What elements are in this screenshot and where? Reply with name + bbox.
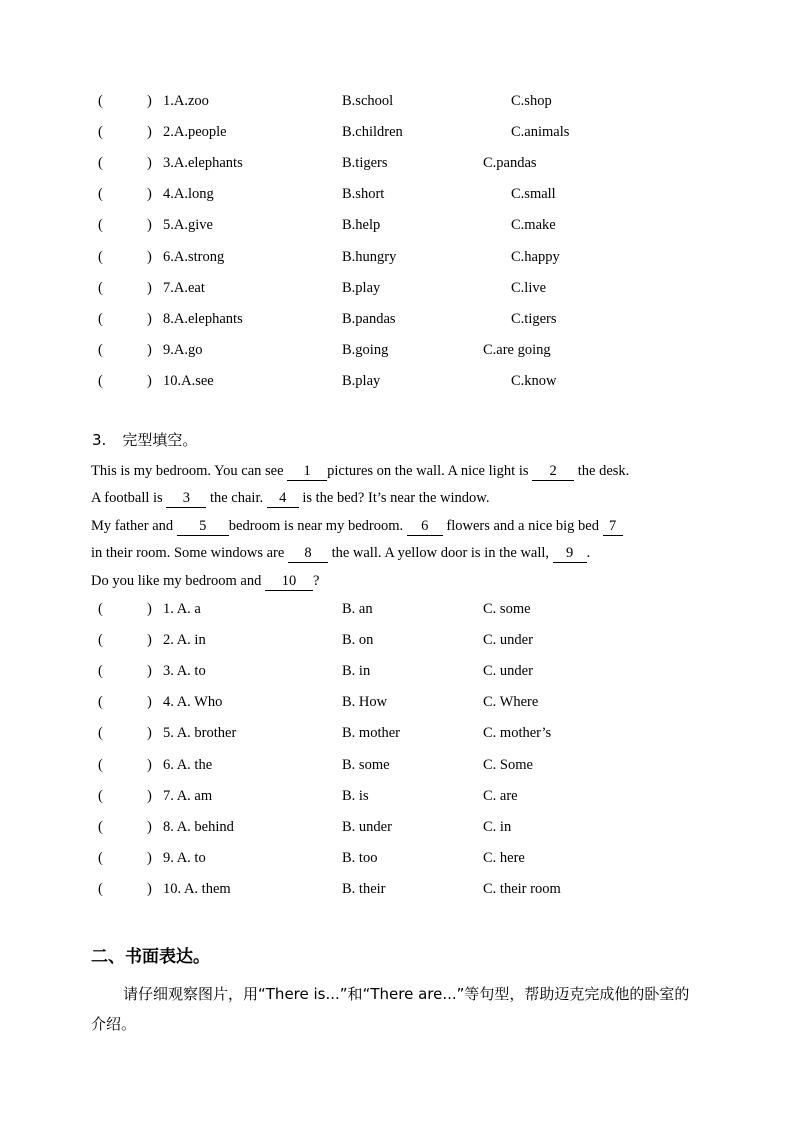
option-c[interactable]: C.know: [511, 372, 557, 389]
answer-paren-close: ): [147, 186, 152, 203]
option-a[interactable]: 4. A. Who: [163, 694, 223, 711]
answer-paren-close: ): [147, 849, 152, 866]
passage-text: This is my bedroom. You can see: [91, 463, 288, 479]
option-c[interactable]: C.live: [511, 279, 547, 296]
option-a[interactable]: 3. A. to: [163, 663, 206, 680]
blank-9[interactable]: 9: [553, 544, 587, 563]
option-a[interactable]: 8. A. behind: [163, 818, 234, 835]
passage-line-4: [91, 542, 703, 564]
option-b[interactable]: B. is: [342, 787, 369, 804]
option-b[interactable]: B. too: [342, 849, 378, 866]
option-c[interactable]: C. mother’s: [483, 725, 552, 742]
option-c[interactable]: C. in: [483, 818, 512, 835]
answer-paren-close: ): [147, 93, 152, 109]
answer-paren-close: ): [147, 279, 152, 296]
option-a[interactable]: 6. A. the: [163, 756, 213, 773]
answer-paren-close: ): [147, 663, 152, 680]
answer-paren-open[interactable]: (: [98, 632, 103, 649]
answer-paren-open[interactable]: (: [98, 849, 103, 866]
option-a[interactable]: 8.A.elephants: [163, 310, 243, 327]
answer-paren-open[interactable]: (: [98, 787, 103, 804]
blank-10[interactable]: 10: [265, 572, 313, 591]
blank-4[interactable]: 4: [267, 489, 299, 508]
option-c[interactable]: C. under: [483, 663, 533, 680]
option-b[interactable]: B. on: [342, 632, 374, 649]
answer-paren-close: ): [147, 725, 152, 742]
option-c[interactable]: C.pandas: [483, 155, 537, 172]
option-b[interactable]: B. under: [342, 818, 392, 835]
option-b[interactable]: B.help: [342, 217, 381, 234]
answer-paren-close: ): [147, 310, 152, 327]
passage-text: bedroom is near my bedroom.: [228, 518, 407, 534]
section3-title-text: 完型填空。: [122, 431, 198, 449]
passage-text: pictures on the wall. A nice light is: [327, 463, 533, 479]
blank-6[interactable]: 6: [407, 517, 443, 536]
option-c[interactable]: C.animals: [511, 124, 570, 141]
answer-paren-open[interactable]: (: [98, 248, 103, 265]
answer-paren-open[interactable]: (: [98, 186, 103, 203]
option-a[interactable]: 2.A.people: [163, 124, 227, 141]
option-b[interactable]: B.short: [342, 186, 385, 203]
answer-paren-open[interactable]: (: [98, 155, 103, 172]
option-a[interactable]: 9. A. to: [163, 849, 206, 866]
option-b[interactable]: B. an: [342, 601, 373, 617]
answer-paren-close: ): [147, 248, 152, 265]
answer-paren-close: ): [147, 694, 152, 711]
option-a[interactable]: 1.A.zoo: [163, 93, 209, 109]
blank-1[interactable]: 1: [287, 462, 327, 481]
option-c[interactable]: C.shop: [511, 93, 552, 109]
blank-5[interactable]: 5: [177, 517, 229, 536]
answer-paren-close: ): [147, 756, 152, 773]
option-c[interactable]: C. are: [483, 787, 518, 804]
option-b[interactable]: B. some: [342, 756, 390, 773]
answer-paren-open[interactable]: (: [98, 725, 103, 742]
option-b[interactable]: B.play: [342, 372, 381, 389]
option-b[interactable]: B. their: [342, 880, 386, 897]
passage-text: the wall. A yellow door is in the wall,: [327, 545, 553, 561]
answer-paren-close: ): [147, 124, 152, 141]
section2-heading: 二、书面表达。: [91, 947, 210, 967]
answer-paren-close: ): [147, 155, 152, 172]
answer-paren-open[interactable]: (: [98, 880, 103, 897]
passage-text: My father and: [91, 518, 177, 534]
answer-paren-open[interactable]: (: [98, 217, 103, 234]
answer-paren-open[interactable]: (: [98, 341, 103, 358]
option-b[interactable]: B.children: [342, 124, 403, 141]
option-b[interactable]: B.school: [342, 93, 394, 109]
answer-paren-close: ): [147, 372, 152, 389]
option-a[interactable]: 9.A.go: [163, 341, 203, 358]
answer-paren-open[interactable]: (: [98, 372, 103, 389]
option-a[interactable]: 5.A.give: [163, 217, 213, 234]
option-b[interactable]: B. How: [342, 694, 388, 711]
answer-paren-close: ): [147, 601, 152, 617]
passage-text: the desk.: [574, 463, 630, 479]
answer-paren-close: ): [147, 217, 152, 234]
passage-line-5: [91, 570, 703, 592]
answer-paren-open[interactable]: (: [98, 124, 103, 141]
blank-3[interactable]: 3: [166, 489, 206, 508]
answer-paren-open[interactable]: (: [98, 756, 103, 773]
option-a[interactable]: 4.A.long: [163, 186, 214, 203]
answer-paren-close: ): [147, 787, 152, 804]
option-c[interactable]: C.make: [511, 217, 556, 234]
answer-paren-close: ): [147, 341, 152, 358]
option-a[interactable]: 10. A. them: [163, 880, 231, 897]
blank-8[interactable]: 8: [288, 544, 328, 563]
option-b[interactable]: B.going: [342, 341, 389, 358]
option-b[interactable]: B.pandas: [342, 310, 396, 327]
option-c[interactable]: C.small: [511, 186, 556, 203]
section3-title: [92, 429, 197, 450]
answer-paren-open[interactable]: (: [98, 663, 103, 680]
option-a[interactable]: 5. A. brother: [163, 725, 237, 742]
passage-text: is the bed? It’s near the window.: [298, 490, 490, 506]
answer-paren-open[interactable]: (: [98, 601, 103, 617]
answer-paren-open[interactable]: (: [98, 310, 103, 327]
option-a[interactable]: 7.A.eat: [163, 279, 205, 296]
blank-7[interactable]: 7: [603, 517, 623, 536]
option-c[interactable]: C. Some: [483, 756, 533, 773]
answer-paren-open[interactable]: (: [98, 93, 103, 109]
option-c[interactable]: C.happy: [511, 248, 560, 265]
option-a[interactable]: 7. A. am: [163, 787, 213, 804]
passage-text: A football is: [91, 490, 167, 506]
option-a[interactable]: 2. A. in: [163, 632, 206, 649]
option-c[interactable]: C.tigers: [511, 310, 557, 327]
option-c[interactable]: C. under: [483, 632, 533, 649]
option-c[interactable]: C. Where: [483, 694, 539, 711]
passage-text: Do you like my bedroom and: [91, 573, 265, 589]
passage-text: flowers and a nice big bed: [442, 518, 603, 534]
option-b[interactable]: B.play: [342, 279, 381, 296]
option-a[interactable]: 3.A.elephants: [163, 155, 243, 172]
option-c[interactable]: C. some: [483, 601, 531, 617]
answer-paren-close: ): [147, 818, 152, 835]
answer-paren-open[interactable]: (: [98, 818, 103, 835]
option-a[interactable]: 1. A. a: [163, 601, 201, 617]
option-a[interactable]: 10.A.see: [163, 372, 214, 389]
section2-instruction: 请仔细观察图片，用“There is...”和“There are...”等句型，帮助迈克完成他的卧室的介绍。: [91, 985, 690, 1033]
answer-paren-close: ): [147, 632, 152, 649]
passage-line-1: [91, 460, 703, 482]
passage-text: the chair.: [206, 490, 267, 506]
blank-2[interactable]: 2: [532, 462, 574, 481]
section3-number: 3.: [92, 431, 107, 449]
passage-line-2: [91, 487, 703, 509]
option-b[interactable]: B. in: [342, 663, 371, 680]
passage-text: in their room. Some windows are: [91, 545, 288, 561]
option-c[interactable]: C.are going: [483, 341, 551, 358]
answer-paren-open[interactable]: (: [98, 279, 103, 296]
passage-text: .: [586, 545, 591, 561]
answer-paren-close: ): [147, 880, 152, 897]
answer-paren-open[interactable]: (: [98, 694, 103, 711]
option-b[interactable]: B.hungry: [342, 248, 397, 265]
option-b[interactable]: B.tigers: [342, 155, 388, 172]
passage-line-3: [91, 515, 703, 537]
option-c[interactable]: C. their room: [483, 880, 561, 897]
option-a[interactable]: 6.A.strong: [163, 248, 225, 265]
passage-text: ?: [312, 573, 320, 589]
option-b[interactable]: B. mother: [342, 725, 400, 742]
option-c[interactable]: C. here: [483, 849, 525, 866]
